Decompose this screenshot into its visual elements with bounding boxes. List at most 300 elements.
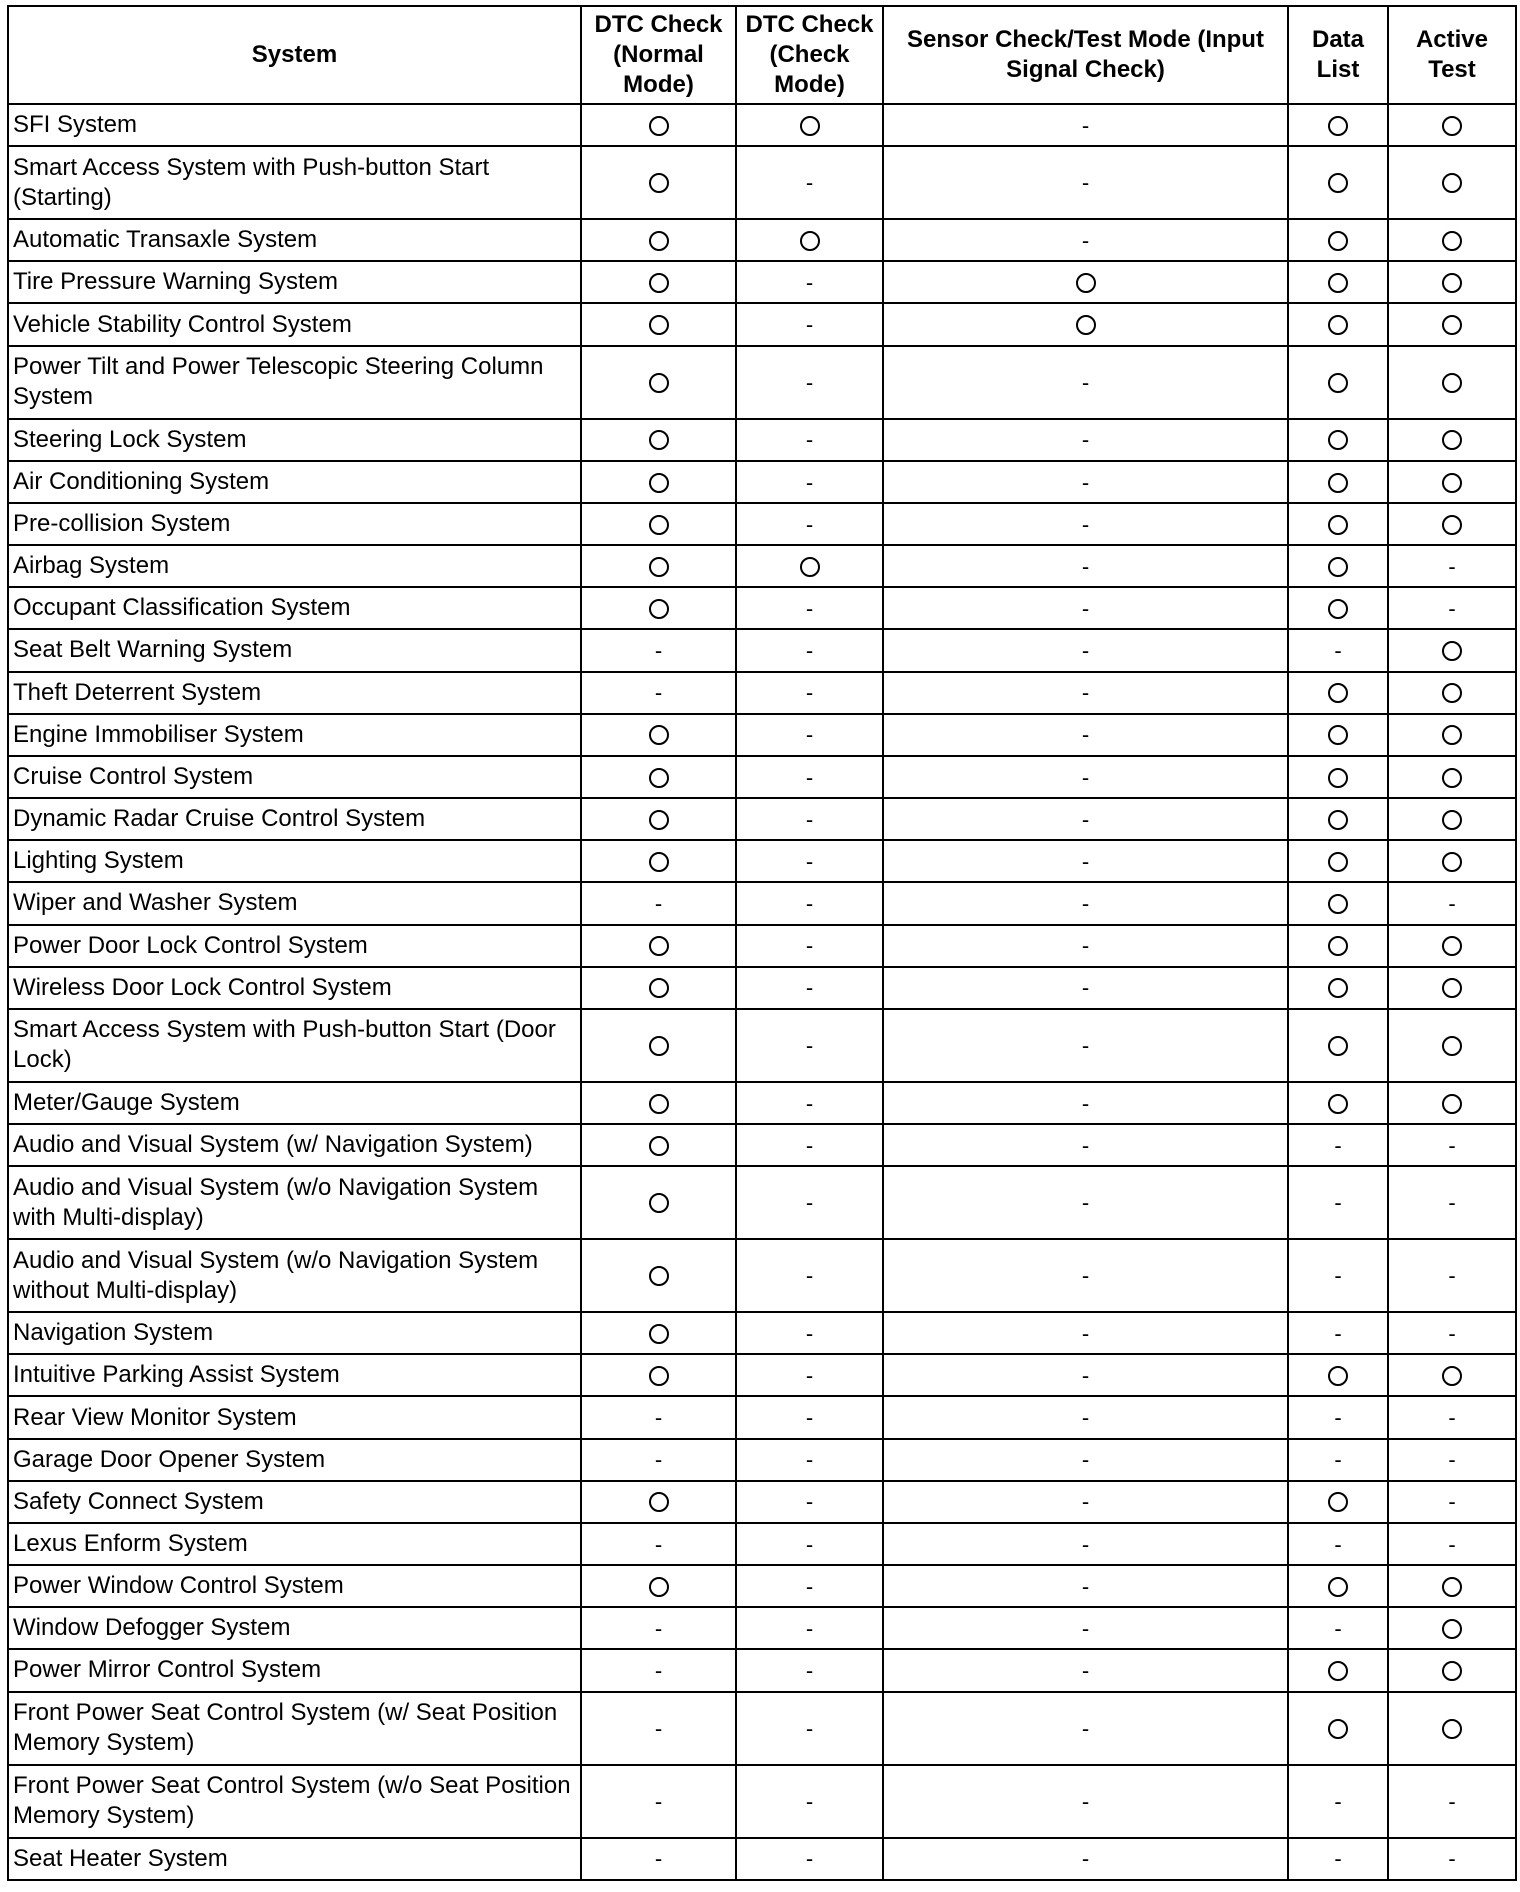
dash-mark: - <box>805 1615 814 1641</box>
circle-mark-icon <box>1442 315 1462 335</box>
support-mark-cell <box>883 261 1288 303</box>
dash-mark: - <box>1334 1846 1342 1872</box>
dash-mark: - <box>805 1447 814 1473</box>
circle-mark-icon <box>1442 1366 1462 1386</box>
circle-mark-icon <box>649 725 669 745</box>
dash-mark: - <box>805 170 814 196</box>
support-mark-cell <box>736 1565 883 1607</box>
support-mark-cell <box>1288 1765 1388 1838</box>
system-name-cell: Rear View Monitor System <box>8 1396 581 1438</box>
support-mark-cell <box>736 1239 883 1312</box>
support-mark-cell <box>736 1396 883 1438</box>
support-mark-cell <box>1388 1838 1516 1880</box>
support-mark-cell <box>883 1439 1288 1481</box>
dash-mark: - <box>1081 112 1090 138</box>
system-name-cell: SFI System <box>8 104 581 146</box>
support-mark-cell <box>1388 1607 1516 1649</box>
table-body <box>8 104 1516 1880</box>
support-mark-cell <box>581 545 736 587</box>
support-mark-cell <box>1388 219 1516 261</box>
dash-mark: - <box>1081 722 1090 748</box>
support-mark-cell <box>883 545 1288 587</box>
support-mark-cell <box>736 798 883 840</box>
support-mark-cell <box>1388 840 1516 882</box>
support-mark-cell <box>736 1009 883 1082</box>
circle-mark-icon <box>1328 894 1348 914</box>
dash-mark: - <box>805 680 814 706</box>
support-mark-cell <box>581 146 736 219</box>
system-name-cell: Dynamic Radar Cruise Control System <box>8 798 581 840</box>
circle-mark-icon <box>1076 273 1096 293</box>
support-mark-cell <box>1388 1124 1516 1166</box>
support-mark-cell <box>736 1166 883 1239</box>
support-mark-cell <box>736 1649 883 1691</box>
circle-mark-icon <box>1442 273 1462 293</box>
system-name-cell: Tire Pressure Warning System <box>8 261 581 303</box>
circle-mark-icon <box>649 273 669 293</box>
system-name-cell: Lexus Enform System <box>8 1523 581 1565</box>
support-mark-cell <box>883 1312 1288 1354</box>
header-active-test: Active Test <box>1388 6 1516 104</box>
support-mark-cell <box>1288 629 1388 671</box>
circle-mark-icon <box>1442 936 1462 956</box>
circle-mark-icon <box>1442 1719 1462 1739</box>
support-mark-cell <box>736 1082 883 1124</box>
circle-mark-icon <box>649 852 669 872</box>
table-row <box>8 219 1516 261</box>
support-mark-cell <box>1388 1239 1516 1312</box>
support-mark-cell <box>883 925 1288 967</box>
support-mark-cell <box>1388 545 1516 587</box>
support-mark-cell <box>581 461 736 503</box>
support-mark-cell <box>581 967 736 1009</box>
table-row <box>8 587 1516 629</box>
support-mark-cell <box>736 1124 883 1166</box>
system-name-cell: Meter/Gauge System <box>8 1082 581 1124</box>
support-mark-cell <box>581 1692 736 1765</box>
support-mark-cell <box>581 1124 736 1166</box>
support-mark-cell <box>883 882 1288 924</box>
dash-mark: - <box>805 1788 814 1814</box>
system-name-cell: Vehicle Stability Control System <box>8 303 581 345</box>
support-mark-cell <box>736 1838 883 1880</box>
circle-mark-icon <box>1328 978 1348 998</box>
support-mark-cell <box>883 1692 1288 1765</box>
support-mark-cell <box>883 672 1288 714</box>
circle-mark-icon <box>1328 231 1348 251</box>
support-mark-cell <box>736 756 883 798</box>
support-mark-cell <box>883 1481 1288 1523</box>
system-name-cell: Smart Access System with Push-button Start (Door Lock) <box>8 1009 581 1082</box>
dash-mark: - <box>1081 1190 1090 1216</box>
circle-mark-icon <box>1442 978 1462 998</box>
support-mark-cell <box>1288 798 1388 840</box>
support-mark-cell <box>883 587 1288 629</box>
dash-mark: - <box>805 1263 814 1289</box>
support-mark-cell <box>736 672 883 714</box>
support-mark-cell <box>1388 461 1516 503</box>
circle-mark-icon <box>649 599 669 619</box>
dash-mark: - <box>1081 227 1090 253</box>
dash-mark: - <box>1081 848 1090 874</box>
dash-mark: - <box>1081 1032 1090 1058</box>
support-mark-cell <box>1388 1565 1516 1607</box>
system-name-cell: Wireless Door Lock Control System <box>8 967 581 1009</box>
support-mark-cell <box>581 1565 736 1607</box>
dash-mark: - <box>805 891 814 917</box>
support-mark-cell <box>1388 346 1516 419</box>
dash-mark: - <box>654 1788 663 1814</box>
table-row <box>8 545 1516 587</box>
circle-mark-icon <box>649 768 669 788</box>
dash-mark: - <box>805 1658 814 1684</box>
support-mark-cell <box>1388 419 1516 461</box>
dash-mark: - <box>1334 1531 1342 1557</box>
support-mark-cell <box>1388 1481 1516 1523</box>
support-mark-cell <box>1288 1481 1388 1523</box>
dash-mark: - <box>1081 1132 1090 1158</box>
support-mark-cell <box>581 419 736 461</box>
dash-mark: - <box>1334 1615 1342 1641</box>
dash-mark: - <box>1081 1363 1090 1389</box>
system-name-cell: Lighting System <box>8 840 581 882</box>
support-mark-cell <box>1288 1838 1388 1880</box>
dash-mark: - <box>805 933 814 959</box>
table-row <box>8 1354 1516 1396</box>
dash-mark: - <box>805 764 814 790</box>
circle-mark-icon <box>1328 1661 1348 1681</box>
support-mark-cell <box>581 672 736 714</box>
circle-mark-icon <box>1442 373 1462 393</box>
dash-mark: - <box>1081 1658 1090 1684</box>
circle-mark-icon <box>1442 430 1462 450</box>
dash-mark: - <box>654 1447 663 1473</box>
system-name-cell: Pre-collision System <box>8 503 581 545</box>
support-mark-cell <box>1288 545 1388 587</box>
support-mark-cell <box>883 219 1288 261</box>
table-row <box>8 1082 1516 1124</box>
support-mark-cell <box>1288 756 1388 798</box>
support-mark-cell <box>883 798 1288 840</box>
table-row <box>8 346 1516 419</box>
support-mark-cell <box>1388 1312 1516 1354</box>
support-mark-cell <box>1388 1396 1516 1438</box>
header-data-list: Data List <box>1288 6 1388 104</box>
dash-mark: - <box>805 427 814 453</box>
support-mark-cell <box>1388 1082 1516 1124</box>
system-name-cell: Steering Lock System <box>8 419 581 461</box>
support-mark-cell <box>581 1396 736 1438</box>
table-row <box>8 1565 1516 1607</box>
support-mark-cell <box>1288 1396 1388 1438</box>
support-mark-cell <box>581 346 736 419</box>
support-mark-cell <box>1288 1312 1388 1354</box>
support-mark-cell <box>581 303 736 345</box>
support-mark-cell <box>736 1607 883 1649</box>
support-mark-cell <box>736 419 883 461</box>
support-mark-cell <box>736 714 883 756</box>
circle-mark-icon <box>1442 515 1462 535</box>
support-mark-cell <box>883 756 1288 798</box>
table-row <box>8 461 1516 503</box>
support-mark-cell <box>581 714 736 756</box>
circle-mark-icon <box>1328 373 1348 393</box>
support-mark-cell <box>883 1765 1288 1838</box>
dash-mark: - <box>1081 1846 1090 1872</box>
support-mark-cell <box>581 1082 736 1124</box>
dash-mark: - <box>1081 595 1090 621</box>
table-row <box>8 1239 1516 1312</box>
dash-mark: - <box>805 806 814 832</box>
support-mark-cell <box>1388 672 1516 714</box>
support-mark-cell <box>1388 882 1516 924</box>
header-sensor-check: Sensor Check/Test Mode (Input Signal Check) <box>883 6 1288 104</box>
dash-mark: - <box>1448 1447 1456 1473</box>
support-mark-cell <box>1288 104 1388 146</box>
support-mark-cell <box>736 882 883 924</box>
support-mark-cell <box>883 146 1288 219</box>
dash-mark: - <box>805 1489 814 1515</box>
support-mark-cell <box>1388 1649 1516 1691</box>
support-mark-cell <box>581 1166 736 1239</box>
circle-mark-icon <box>649 515 669 535</box>
dash-mark: - <box>1448 891 1456 917</box>
support-mark-cell <box>1388 798 1516 840</box>
circle-mark-icon <box>1328 473 1348 493</box>
header-row <box>8 6 1516 104</box>
dash-mark: - <box>805 369 814 395</box>
system-name-cell: Safety Connect System <box>8 1481 581 1523</box>
support-mark-cell <box>581 587 736 629</box>
support-mark-cell <box>1288 419 1388 461</box>
circle-mark-icon <box>649 1492 669 1512</box>
support-mark-cell <box>883 346 1288 419</box>
circle-mark-icon <box>649 1193 669 1213</box>
circle-mark-icon <box>1442 473 1462 493</box>
support-mark-cell <box>581 1009 736 1082</box>
table-row <box>8 798 1516 840</box>
dash-mark: - <box>805 1363 814 1389</box>
dash-mark: - <box>1081 891 1090 917</box>
dash-mark: - <box>1081 1090 1090 1116</box>
dash-mark: - <box>1448 1489 1456 1515</box>
support-mark-cell <box>1288 461 1388 503</box>
dash-mark: - <box>1334 1788 1342 1814</box>
circle-mark-icon <box>1442 1577 1462 1597</box>
support-mark-cell <box>1388 104 1516 146</box>
table-row <box>8 1649 1516 1691</box>
support-mark-cell <box>1388 587 1516 629</box>
table-row <box>8 1439 1516 1481</box>
table-row <box>8 1481 1516 1523</box>
system-name-cell: Front Power Seat Control System (w/ Seat Position Memory System) <box>8 1692 581 1765</box>
dash-mark: - <box>654 1846 663 1872</box>
circle-mark-icon <box>1442 1094 1462 1114</box>
system-name-cell: Seat Heater System <box>8 1838 581 1880</box>
support-mark-cell <box>736 1523 883 1565</box>
table-row <box>8 882 1516 924</box>
dash-mark: - <box>805 1190 814 1216</box>
support-mark-cell <box>1288 1166 1388 1239</box>
support-mark-cell <box>581 1312 736 1354</box>
circle-mark-icon <box>800 116 820 136</box>
dash-mark: - <box>1081 1263 1090 1289</box>
support-mark-cell <box>1288 1124 1388 1166</box>
support-mark-cell <box>1288 1239 1388 1312</box>
dash-mark: - <box>1081 1788 1090 1814</box>
support-mark-cell <box>883 419 1288 461</box>
support-mark-cell <box>581 925 736 967</box>
support-mark-cell <box>736 1765 883 1838</box>
dash-mark: - <box>1334 1405 1342 1431</box>
system-name-cell: Window Defogger System <box>8 1607 581 1649</box>
dash-mark: - <box>1448 1405 1456 1431</box>
support-mark-cell <box>1288 1607 1388 1649</box>
support-mark-cell <box>581 261 736 303</box>
support-mark-cell <box>1288 1523 1388 1565</box>
system-name-cell: Wiper and Washer System <box>8 882 581 924</box>
support-mark-cell <box>883 714 1288 756</box>
support-mark-cell <box>1288 1649 1388 1691</box>
support-mark-cell <box>581 629 736 671</box>
support-mark-cell <box>736 1481 883 1523</box>
support-mark-cell <box>736 629 883 671</box>
support-mark-cell <box>883 629 1288 671</box>
circle-mark-icon <box>649 936 669 956</box>
circle-mark-icon <box>1442 810 1462 830</box>
dash-mark: - <box>805 848 814 874</box>
support-mark-cell <box>1288 1082 1388 1124</box>
table-row <box>8 1009 1516 1082</box>
system-name-cell: Navigation System <box>8 1312 581 1354</box>
dash-mark: - <box>805 469 814 495</box>
support-mark-cell <box>581 882 736 924</box>
support-mark-cell <box>1388 1765 1516 1838</box>
support-mark-cell <box>581 1354 736 1396</box>
table-row <box>8 925 1516 967</box>
table-row <box>8 1607 1516 1649</box>
support-mark-cell <box>883 104 1288 146</box>
circle-mark-icon <box>1328 273 1348 293</box>
support-mark-cell <box>883 1607 1288 1649</box>
support-mark-cell <box>1288 1009 1388 1082</box>
header-dtc-check: DTC Check (Check Mode) <box>736 6 883 104</box>
table-row <box>8 840 1516 882</box>
support-mark-cell <box>1388 1166 1516 1239</box>
support-mark-cell <box>581 1239 736 1312</box>
circle-mark-icon <box>649 315 669 335</box>
dash-mark: - <box>1081 764 1090 790</box>
support-mark-cell <box>581 1439 736 1481</box>
circle-mark-icon <box>649 473 669 493</box>
support-mark-cell <box>883 1396 1288 1438</box>
dash-mark: - <box>1448 1132 1456 1158</box>
table-row <box>8 1396 1516 1438</box>
support-mark-cell <box>1288 503 1388 545</box>
header-system: System <box>8 6 581 104</box>
system-name-cell: Power Tilt and Power Telescopic Steering Column System <box>8 346 581 419</box>
system-name-cell: Smart Access System with Push-button Start (Starting) <box>8 146 581 219</box>
function-support-table <box>7 5 1517 1881</box>
circle-mark-icon <box>1328 1492 1348 1512</box>
support-mark-cell <box>1388 629 1516 671</box>
dash-mark: - <box>805 511 814 537</box>
circle-mark-icon <box>649 1094 669 1114</box>
circle-mark-icon <box>649 430 669 450</box>
circle-mark-icon <box>1328 557 1348 577</box>
support-mark-cell <box>736 503 883 545</box>
support-mark-cell <box>883 503 1288 545</box>
circle-mark-icon <box>1328 725 1348 745</box>
circle-mark-icon <box>1442 231 1462 251</box>
system-name-cell: Seat Belt Warning System <box>8 629 581 671</box>
support-mark-cell <box>1288 1692 1388 1765</box>
support-mark-cell <box>1388 967 1516 1009</box>
table-row <box>8 419 1516 461</box>
support-mark-cell <box>1288 303 1388 345</box>
circle-mark-icon <box>649 231 669 251</box>
dash-mark: - <box>805 722 814 748</box>
dash-mark: - <box>1448 595 1456 621</box>
support-mark-cell <box>1288 672 1388 714</box>
support-mark-cell <box>1288 925 1388 967</box>
circle-mark-icon <box>800 231 820 251</box>
support-mark-cell <box>581 798 736 840</box>
dash-mark: - <box>1081 1405 1090 1431</box>
support-mark-cell <box>736 1354 883 1396</box>
support-mark-cell <box>883 1009 1288 1082</box>
support-mark-cell <box>1288 840 1388 882</box>
support-mark-cell <box>883 303 1288 345</box>
system-name-cell: Audio and Visual System (w/o Navigation System with Multi-display) <box>8 1166 581 1239</box>
dash-mark: - <box>1448 1190 1456 1216</box>
circle-mark-icon <box>649 173 669 193</box>
support-mark-cell <box>1288 882 1388 924</box>
support-mark-cell <box>1288 714 1388 756</box>
support-mark-cell <box>736 461 883 503</box>
dash-mark: - <box>1334 1132 1342 1158</box>
circle-mark-icon <box>1442 641 1462 661</box>
dash-mark: - <box>1334 638 1342 664</box>
dash-mark: - <box>654 1405 663 1431</box>
table-row <box>8 714 1516 756</box>
dash-mark: - <box>1081 933 1090 959</box>
system-name-cell: Power Mirror Control System <box>8 1649 581 1691</box>
dash-mark: - <box>1448 1531 1456 1557</box>
dash-mark: - <box>805 1405 814 1431</box>
dash-mark: - <box>654 1531 663 1557</box>
support-mark-cell <box>883 967 1288 1009</box>
support-mark-cell <box>581 503 736 545</box>
circle-mark-icon <box>649 1136 669 1156</box>
system-name-cell: Theft Deterrent System <box>8 672 581 714</box>
dash-mark: - <box>1081 1447 1090 1473</box>
circle-mark-icon <box>1328 852 1348 872</box>
dash-mark: - <box>1448 1263 1456 1289</box>
circle-mark-icon <box>1328 768 1348 788</box>
circle-mark-icon <box>1328 1366 1348 1386</box>
support-mark-cell <box>1388 714 1516 756</box>
dash-mark: - <box>805 595 814 621</box>
table-row <box>8 261 1516 303</box>
support-mark-cell <box>1388 1692 1516 1765</box>
system-name-cell: Air Conditioning System <box>8 461 581 503</box>
circle-mark-icon <box>1328 1719 1348 1739</box>
dash-mark: - <box>654 1615 663 1641</box>
support-mark-cell <box>736 587 883 629</box>
dash-mark: - <box>1334 1320 1342 1346</box>
support-mark-cell <box>736 1692 883 1765</box>
